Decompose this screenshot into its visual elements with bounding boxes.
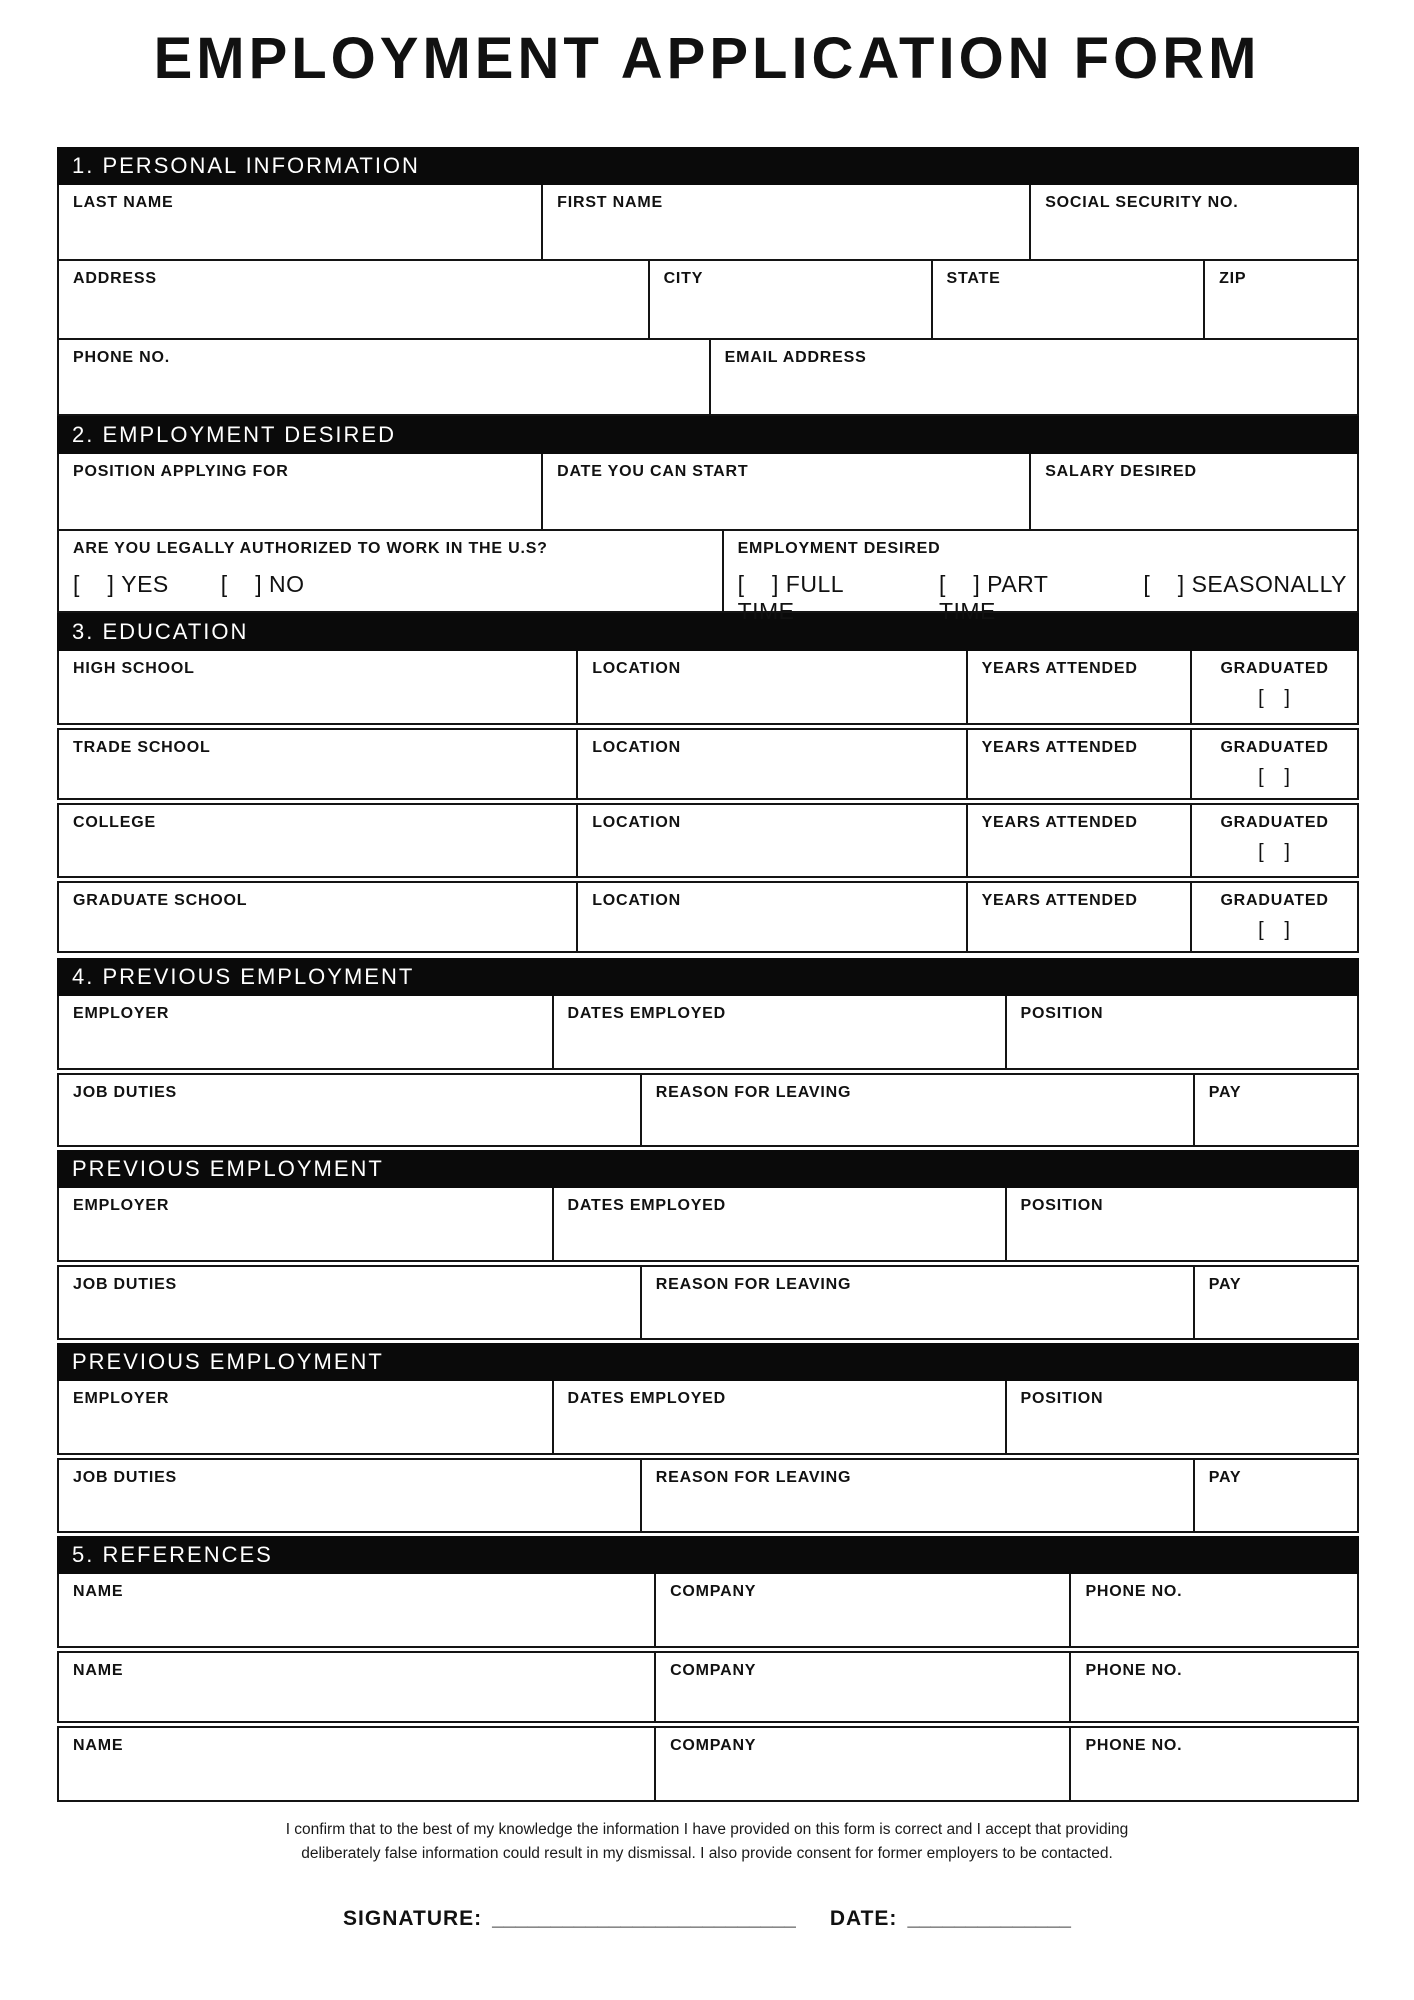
graduated-field	[1192, 805, 1357, 876]
reference-phone-label: PHONE NO.	[1085, 1662, 1183, 1679]
reason-leaving-field[interactable]	[642, 1075, 1195, 1145]
position-applying-field[interactable]	[59, 454, 543, 529]
years-attended-label: YEARS ATTENDED	[981, 660, 1138, 677]
start-date-field[interactable]	[543, 454, 1031, 529]
signature-label: SIGNATURE:	[343, 1907, 483, 1930]
years-attended-field[interactable]	[968, 883, 1193, 951]
page-title: EMPLOYMENT APPLICATION FORM	[153, 26, 1261, 91]
reference-company-field[interactable]	[656, 1574, 1071, 1646]
graduated-checkbox[interactable]: [ ]	[1258, 841, 1291, 863]
full-time-checkbox[interactable]: [ ] FULL TIME	[737, 571, 844, 624]
section-header-references	[57, 1536, 1359, 1574]
employment-block1-main-row	[57, 996, 1359, 1070]
address-field[interactable]	[59, 261, 650, 338]
section-header-previous-employment-3	[57, 1343, 1359, 1381]
reference-row-1	[57, 1574, 1359, 1648]
salary-desired-field[interactable]	[1031, 454, 1357, 529]
pay-field[interactable]	[1195, 1267, 1357, 1338]
address-label: ADDRESS	[73, 270, 157, 287]
location-label: LOCATION	[592, 892, 681, 909]
social-security-label: SOCIAL SECURITY NO.	[1045, 194, 1239, 211]
dates-employed-field[interactable]	[554, 1188, 1007, 1260]
employment-options-row	[57, 531, 1359, 624]
pay-field[interactable]	[1195, 1075, 1357, 1145]
section-header-previous-employment-2	[57, 1150, 1359, 1188]
signature-row	[0, 1904, 1414, 1934]
location-field[interactable]	[578, 651, 967, 723]
dates-employed-label: DATES EMPLOYED	[567, 1005, 727, 1022]
section-header-label: PREVIOUS EMPLOYMENT	[72, 1349, 384, 1374]
graduated-label: GRADUATED	[1220, 739, 1329, 756]
reference-company-label: COMPANY	[670, 1662, 757, 1679]
dates-employed-label: DATES EMPLOYED	[567, 1390, 727, 1407]
reference-phone-label: PHONE NO.	[1085, 1583, 1183, 1600]
graduated-field	[1192, 883, 1357, 951]
location-label: LOCATION	[592, 739, 681, 756]
dates-employed-label: DATES EMPLOYED	[567, 1197, 727, 1214]
school-label: COLLEGE	[73, 814, 156, 831]
pay-field[interactable]	[1195, 1460, 1357, 1531]
school-field[interactable]	[59, 805, 578, 876]
employer-field[interactable]	[59, 1188, 554, 1260]
reference-company-field[interactable]	[656, 1728, 1071, 1800]
employer-field[interactable]	[59, 1381, 554, 1453]
employment-position-row	[57, 454, 1359, 531]
personal-name-row	[57, 185, 1359, 261]
reference-row-2	[57, 1651, 1359, 1723]
employment-type-field	[724, 531, 1357, 624]
reason-leaving-label: REASON FOR LEAVING	[655, 1276, 852, 1293]
reason-leaving-field[interactable]	[642, 1460, 1195, 1531]
school-field[interactable]	[59, 730, 578, 798]
section-header-personal-information	[57, 147, 1359, 185]
job-duties-field[interactable]	[59, 1075, 642, 1145]
job-duties-field[interactable]	[59, 1460, 642, 1531]
section-header-previous-employment-1	[57, 958, 1359, 996]
social-security-field[interactable]	[1031, 185, 1357, 259]
location-label: LOCATION	[592, 814, 681, 831]
reference-company-label: COMPANY	[670, 1737, 757, 1754]
position-label: POSITION	[1020, 1005, 1104, 1022]
years-attended-field[interactable]	[968, 805, 1193, 876]
school-field[interactable]	[59, 651, 578, 723]
location-label: LOCATION	[592, 660, 681, 677]
disclaimer-line-1: I confirm that to the best of my knowledge the information I have provided on this form is correct and I accept that providing	[285, 1821, 1129, 1838]
reason-leaving-label: REASON FOR LEAVING	[655, 1469, 852, 1486]
salary-desired-label: SALARY DESIRED	[1045, 463, 1197, 480]
dates-employed-field[interactable]	[554, 1381, 1007, 1453]
position-label: POSITION	[1020, 1197, 1104, 1214]
years-attended-field[interactable]	[968, 651, 1193, 723]
section-header-employment-desired	[57, 416, 1359, 454]
employment-block3-duties-row	[57, 1458, 1359, 1533]
reference-row-3	[57, 1726, 1359, 1802]
personal-contact-row	[57, 340, 1359, 416]
pay-label: PAY	[1208, 1469, 1242, 1486]
application-form	[57, 147, 1359, 1802]
education-row-trade-school	[57, 728, 1359, 800]
graduated-field	[1192, 730, 1357, 798]
reference-name-field[interactable]	[59, 1574, 656, 1646]
start-date-label: DATE YOU CAN START	[557, 463, 749, 480]
reason-leaving-label: REASON FOR LEAVING	[655, 1084, 852, 1101]
section-header-label: 4. PREVIOUS EMPLOYMENT	[72, 964, 415, 989]
school-field[interactable]	[59, 883, 578, 951]
phone-label: PHONE NO.	[73, 349, 170, 366]
email-field[interactable]	[711, 340, 1357, 414]
employment-type-label: EMPLOYMENT DESIRED	[737, 540, 941, 557]
first-name-field[interactable]	[543, 185, 1031, 259]
reason-leaving-field[interactable]	[642, 1267, 1195, 1338]
reference-phone-label: PHONE NO.	[1085, 1737, 1183, 1754]
no-checkbox[interactable]: [ ] NO	[220, 571, 305, 597]
location-field[interactable]	[578, 883, 967, 951]
date-line[interactable]: ______________	[907, 1907, 1071, 1930]
yes-checkbox[interactable]: [ ] YES	[73, 571, 169, 597]
dates-employed-field[interactable]	[554, 996, 1007, 1068]
section-header-label: 5. REFERENCES	[72, 1542, 273, 1567]
zip-field[interactable]	[1205, 261, 1357, 338]
job-duties-label: JOB DUTIES	[73, 1084, 178, 1101]
last-name-label: LAST NAME	[73, 194, 174, 211]
position-field[interactable]	[1007, 1188, 1357, 1260]
email-label: EMAIL ADDRESS	[724, 349, 867, 366]
part-time-checkbox[interactable]: [ ] PART TIME	[938, 571, 1048, 624]
graduated-checkbox[interactable]: [ ]	[1258, 766, 1291, 788]
section-header-label: 1. PERSONAL INFORMATION	[72, 153, 420, 178]
education-row-college	[57, 803, 1359, 878]
reference-name-field[interactable]	[59, 1728, 656, 1800]
employment-type-options	[738, 571, 1347, 625]
position-field[interactable]	[1007, 996, 1357, 1068]
personal-address-row	[57, 261, 1359, 340]
reference-company-field[interactable]	[656, 1653, 1071, 1721]
years-attended-field[interactable]	[968, 730, 1193, 798]
education-row-high-school	[57, 651, 1359, 725]
reference-name-label: NAME	[73, 1662, 124, 1679]
job-duties-label: JOB DUTIES	[73, 1276, 178, 1293]
state-label: STATE	[946, 270, 1001, 287]
reference-name-field[interactable]	[59, 1653, 656, 1721]
disclaimer-text	[0, 1818, 1414, 1866]
position-applying-label: POSITION APPLYING FOR	[73, 463, 289, 480]
years-attended-label: YEARS ATTENDED	[981, 892, 1138, 909]
reference-phone-field[interactable]	[1071, 1653, 1357, 1721]
employer-label: EMPLOYER	[73, 1390, 170, 1407]
reference-name-label: NAME	[73, 1583, 124, 1600]
employment-block3-main-row	[57, 1381, 1359, 1455]
first-name-label: FIRST NAME	[557, 194, 663, 211]
school-label: TRADE SCHOOL	[73, 739, 211, 756]
years-attended-label: YEARS ATTENDED	[981, 739, 1138, 756]
legal-authorization-field	[59, 531, 724, 611]
graduated-checkbox[interactable]: [ ]	[1258, 687, 1291, 709]
employment-block2-duties-row	[57, 1265, 1359, 1340]
reference-phone-field[interactable]	[1071, 1574, 1357, 1646]
section-header-label: 2. EMPLOYMENT DESIRED	[72, 422, 396, 447]
education-row-graduate-school	[57, 881, 1359, 953]
pay-label: PAY	[1208, 1084, 1242, 1101]
employer-label: EMPLOYER	[73, 1005, 170, 1022]
city-label: CITY	[663, 270, 704, 287]
date-label: DATE:	[829, 1907, 898, 1930]
disclaimer-line-2: deliberately false information could result in my dismissal. I also provide consent for former employers to be contacted.	[301, 1845, 1113, 1862]
employment-block2-main-row	[57, 1188, 1359, 1262]
phone-field[interactable]	[59, 340, 711, 414]
school-label: GRADUATE SCHOOL	[73, 892, 248, 909]
last-name-field[interactable]	[59, 185, 543, 259]
position-label: POSITION	[1020, 1390, 1104, 1407]
city-field[interactable]	[650, 261, 933, 338]
legal-authorization-options	[73, 571, 712, 598]
employer-label: EMPLOYER	[73, 1197, 170, 1214]
graduated-checkbox[interactable]: [ ]	[1258, 919, 1291, 941]
job-duties-label: JOB DUTIES	[73, 1469, 178, 1486]
employer-field[interactable]	[59, 996, 554, 1068]
pay-label: PAY	[1208, 1276, 1242, 1293]
employment-block1-duties-row	[57, 1073, 1359, 1147]
job-duties-field[interactable]	[59, 1267, 642, 1338]
school-label: HIGH SCHOOL	[73, 660, 195, 677]
state-field[interactable]	[933, 261, 1206, 338]
position-field[interactable]	[1007, 1381, 1357, 1453]
reference-name-label: NAME	[73, 1737, 124, 1754]
seasonally-checkbox[interactable]: [ ] SEASONALLY	[1143, 571, 1347, 597]
signature-line[interactable]: __________________________	[492, 1907, 796, 1930]
reference-phone-field[interactable]	[1071, 1728, 1357, 1800]
graduated-label: GRADUATED	[1220, 892, 1329, 909]
graduated-label: GRADUATED	[1220, 660, 1329, 677]
years-attended-label: YEARS ATTENDED	[981, 814, 1138, 831]
location-field[interactable]	[578, 730, 967, 798]
zip-label: ZIP	[1219, 270, 1247, 287]
section-header-label: PREVIOUS EMPLOYMENT	[72, 1156, 384, 1181]
section-header-label: 3. EDUCATION	[72, 619, 249, 644]
legal-authorization-label: ARE YOU LEGALLY AUTHORIZED TO WORK IN THE U.S?	[73, 540, 548, 557]
reference-company-label: COMPANY	[670, 1583, 757, 1600]
location-field[interactable]	[578, 805, 967, 876]
graduated-label: GRADUATED	[1220, 814, 1329, 831]
graduated-field	[1192, 651, 1357, 723]
